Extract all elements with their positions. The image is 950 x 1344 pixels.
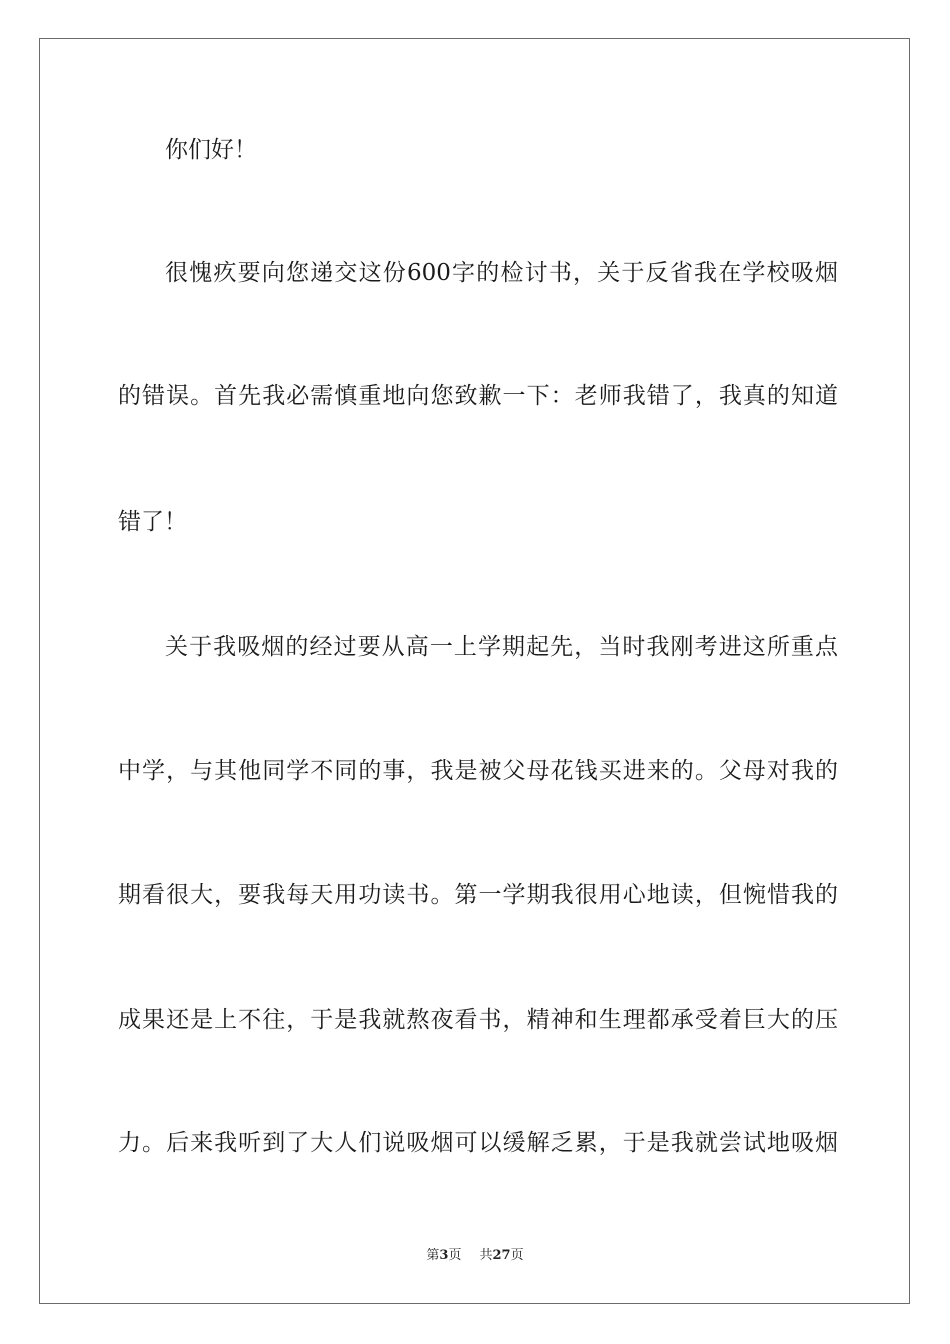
total-label-suffix: 页	[510, 1248, 524, 1263]
page-label-suffix: 页	[448, 1248, 462, 1263]
total-pages: 27	[492, 1248, 511, 1263]
page-number: 3	[439, 1248, 449, 1263]
paragraph-line-7: 成果还是上不往，于是我就熬夜看书，精神和生理都承受着巨大的压	[118, 1007, 838, 1033]
paragraph-line-5: 中学，与其他同学不同的事，我是被父母花钱买进来的。父母对我的	[118, 758, 838, 784]
page-border	[39, 38, 910, 1304]
paragraph-line-6: 期看很大，要我每天用功读书。第一学期我很用心地读，但惋惜我的	[118, 882, 838, 908]
page-label-prefix: 第	[426, 1248, 440, 1263]
paragraph-line-greeting: 你们好！	[165, 137, 257, 163]
paragraph-line-8: 力。后来我听到了大人们说吸烟可以缓解乏累，于是我就尝试地吸烟	[118, 1130, 838, 1156]
paragraph-line-2: 的错误。首先我必需慎重地向您致歉一下：老师我错了，我真的知道	[118, 383, 838, 409]
paragraph-line-1: 很愧疚要向您递交这份600字的检讨书，关于反省我在学校吸烟	[165, 260, 838, 286]
page-footer	[0, 1247, 950, 1265]
paragraph-line-3: 错了！	[118, 509, 187, 535]
total-label-prefix: 共	[479, 1248, 493, 1263]
paragraph-line-4: 关于我吸烟的经过要从高一上学期起先，当时我刚考进这所重点	[165, 634, 838, 660]
